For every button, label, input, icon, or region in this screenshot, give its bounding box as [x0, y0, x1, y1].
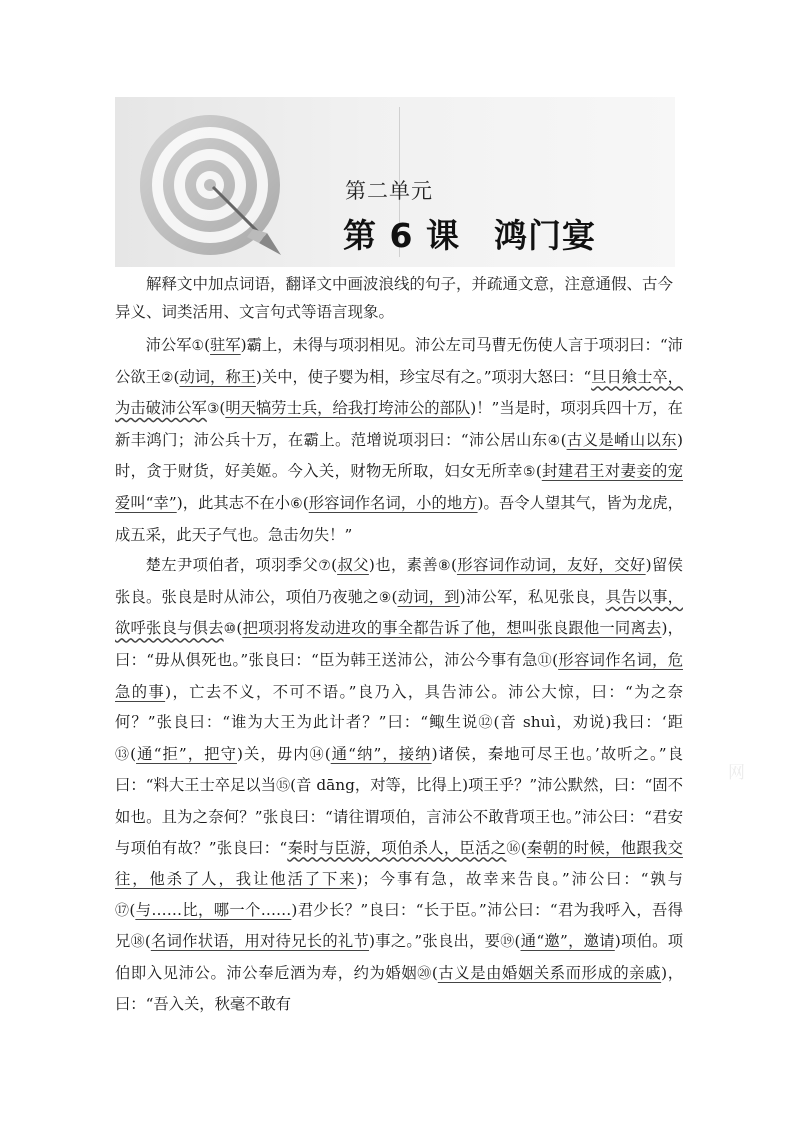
note-marker: ⑬ — [115, 746, 131, 763]
note-marker: ⑩ — [223, 621, 237, 638]
note-marker: ⑤ — [522, 464, 536, 481]
note-marker: ⑪ — [537, 652, 553, 669]
text-run: )事之。”张良出，要 — [369, 932, 501, 951]
annotation: 古义是由婚姻关系而形成的亲戚 — [437, 963, 662, 982]
text-run: )留侯张良。张良是时从沛公，项伯乃夜驰之 — [115, 556, 683, 606]
note-marker: ⑨ — [378, 589, 392, 606]
text-run: ( — [391, 587, 398, 606]
text-run: )项伯。项伯即入见沛公。沛公奉卮酒为寿，约为婚姻 — [115, 932, 684, 982]
text-run: ( — [236, 619, 243, 638]
text-run: ( — [520, 838, 527, 857]
note-marker: ⑳ — [417, 965, 432, 982]
text-run: ) — [470, 399, 477, 418]
text-run: ( — [204, 336, 211, 354]
text-run: ( — [144, 932, 151, 951]
note-marker: ⑧ — [438, 558, 451, 575]
annotation: 驻军 — [210, 336, 241, 354]
unit-title: 第二单元 — [345, 179, 433, 203]
annotation: 通“拒”，把守 — [136, 744, 237, 763]
note-marker: ⑭ — [309, 746, 325, 763]
text-run: ( — [450, 556, 457, 575]
text-run: )霸上，未得与项羽相见。沛公左司马曹无伤使人言于项羽曰：“沛公欲王 — [115, 336, 683, 386]
annotation: 把项羽将发动进攻的事全都告诉了他，想叫张良跟他一同离去 — [242, 619, 662, 638]
text-run: )时，贪于财货，好美姬。今入关，财物无所取，妇女无所幸 — [115, 430, 683, 481]
annotation: 古义是崤山以东 — [566, 430, 678, 449]
text-run: )诸侯，秦地可尽王也。’故听之。”良曰：“料大王士卒足以当 — [115, 744, 684, 795]
text-run: )，此其志不在小 — [176, 493, 291, 512]
watermark-text: 网 — [728, 763, 745, 783]
text-run: ) — [661, 619, 668, 638]
text-body — [115, 270, 683, 1020]
paragraph-2 — [115, 550, 683, 1020]
annotation: 通“纳”，接纳 — [330, 744, 432, 763]
text-run: ；今事有急，故幸来告良。”沛公曰：“孰与 — [362, 870, 683, 889]
text-run: )。吾令人望其气，皆为龙虎，成五采，此天子气也。急击勿失！” — [115, 493, 683, 544]
note-marker: ② — [160, 369, 174, 386]
text-run: )关中，使子婴为相，珍宝尽有之。”项羽大怒曰：“ — [255, 367, 592, 386]
annotation: 形容词作名词，小的地方 — [308, 493, 478, 512]
lesson-number: 第 6 课 — [343, 216, 460, 255]
text-run: 沛公军 — [145, 336, 192, 354]
annotation: 名词作状语，用对待兄长的礼节 — [150, 932, 370, 951]
annotation: 形容词作动词，友好，交好 — [456, 556, 646, 575]
note-marker: ① — [191, 338, 205, 354]
text-run: ( — [535, 462, 542, 481]
wavy-sentence: 秦时与臣游，项伯杀人，臣活之 — [287, 838, 507, 857]
instruction-text: 解释文中加点词语，翻译文中画波浪线的句子，并疏通文意，注意通假、古今异义、词类活用、文言句式等语言现象。 — [115, 275, 674, 321]
note-marker: ⑯ — [506, 840, 521, 857]
note-marker: ③ — [206, 401, 220, 418]
text-run: ( — [302, 493, 309, 512]
note-marker: ⑲ — [500, 934, 515, 951]
text-run: ) — [356, 870, 363, 889]
text-run: ，曰：“毋从俱死也。”张良曰：“臣为韩王送沛公，沛公今事有急 — [115, 619, 683, 669]
annotation: 通“邀”，邀请 — [520, 932, 615, 951]
text-run: )君少长？”良曰：“长于臣。”沛公曰：“君为我呼入，吾得兄 — [115, 900, 683, 951]
text-run: )关，毋内 — [236, 744, 310, 763]
note-marker: ⑦ — [318, 558, 332, 575]
note-marker: ⑱ — [130, 934, 145, 951]
annotation: 与……比，哪一个…… — [135, 900, 292, 919]
text-run: )，曰：“吾入关，秋毫不敢有 — [115, 963, 683, 1014]
text-run: ( — [324, 744, 331, 763]
lesson-name: 鸿门宴 — [493, 216, 596, 255]
wavy-sentence: 具告以事，欲呼张良与俱去 — [115, 587, 683, 638]
lesson-title — [343, 210, 596, 257]
text-run: ( — [331, 556, 338, 575]
wavy-sentence: 旦日飨士卒，为击破沛公军 — [115, 367, 683, 418]
text-run: ( — [560, 430, 567, 449]
target-dartboard-icon — [135, 107, 285, 257]
text-run: ！”当是时，项羽兵四十万，在新丰鸿门；沛公兵十万，在霸上。范增说项羽曰：“沛公居山东 — [115, 399, 683, 449]
note-marker: ⑫ — [478, 715, 494, 732]
annotation: 封建君王对妻妾的宠爱叫“幸” — [115, 462, 683, 512]
annotation: 形容词作名词，危急的事 — [115, 650, 684, 701]
text-run: ( — [130, 744, 137, 763]
text-run: ( — [514, 932, 521, 951]
text-run: )也，素善 — [368, 556, 439, 575]
note-marker: ④ — [547, 432, 561, 449]
text-run: (音 shuì，劝说)我曰：‘距 — [493, 713, 683, 732]
annotation: 动词，到 — [397, 587, 460, 606]
note-marker: ⑰ — [115, 902, 130, 919]
paragraph-1 — [115, 330, 683, 550]
text-run: ( — [431, 963, 438, 982]
annotation: 动词，称王 — [179, 367, 256, 386]
annotation: 明天犒劳士兵，给我打垮沛公的部队 — [225, 399, 471, 418]
annotation: 秦朝的时候，他跟我交往，他杀了人，我让他活了下来 — [115, 838, 683, 889]
text-run: 楚左尹项伯者，项羽季父 — [145, 556, 319, 575]
note-marker: ⑮ — [276, 778, 291, 795]
text-run: ( — [552, 650, 559, 669]
text-run: (音 dāng，对等，比得上)项王乎？”沛公默然，曰：“固不如也。且为之奈何？”张良曰：“请往谓项伯，言沛公不敢背项王也。”沛公曰：“君安与项伯有故？”张良曰：“ — [115, 776, 684, 857]
lesson-header-banner — [115, 97, 675, 267]
text-run: )沛公军，私见张良， — [459, 587, 606, 606]
text-run: )，亡去不义，不可不语。”良乃入，具告沛公。沛公大惊，曰：“为之奈何？”张良曰：“谁为大王为此计者？”曰：“鲰生说 — [115, 682, 683, 732]
annotation: 叔父 — [337, 556, 369, 575]
note-marker: ⑥ — [290, 495, 303, 512]
text-run: ( — [219, 399, 226, 418]
text-run: ( — [129, 900, 136, 919]
text-run: ( — [173, 367, 180, 386]
